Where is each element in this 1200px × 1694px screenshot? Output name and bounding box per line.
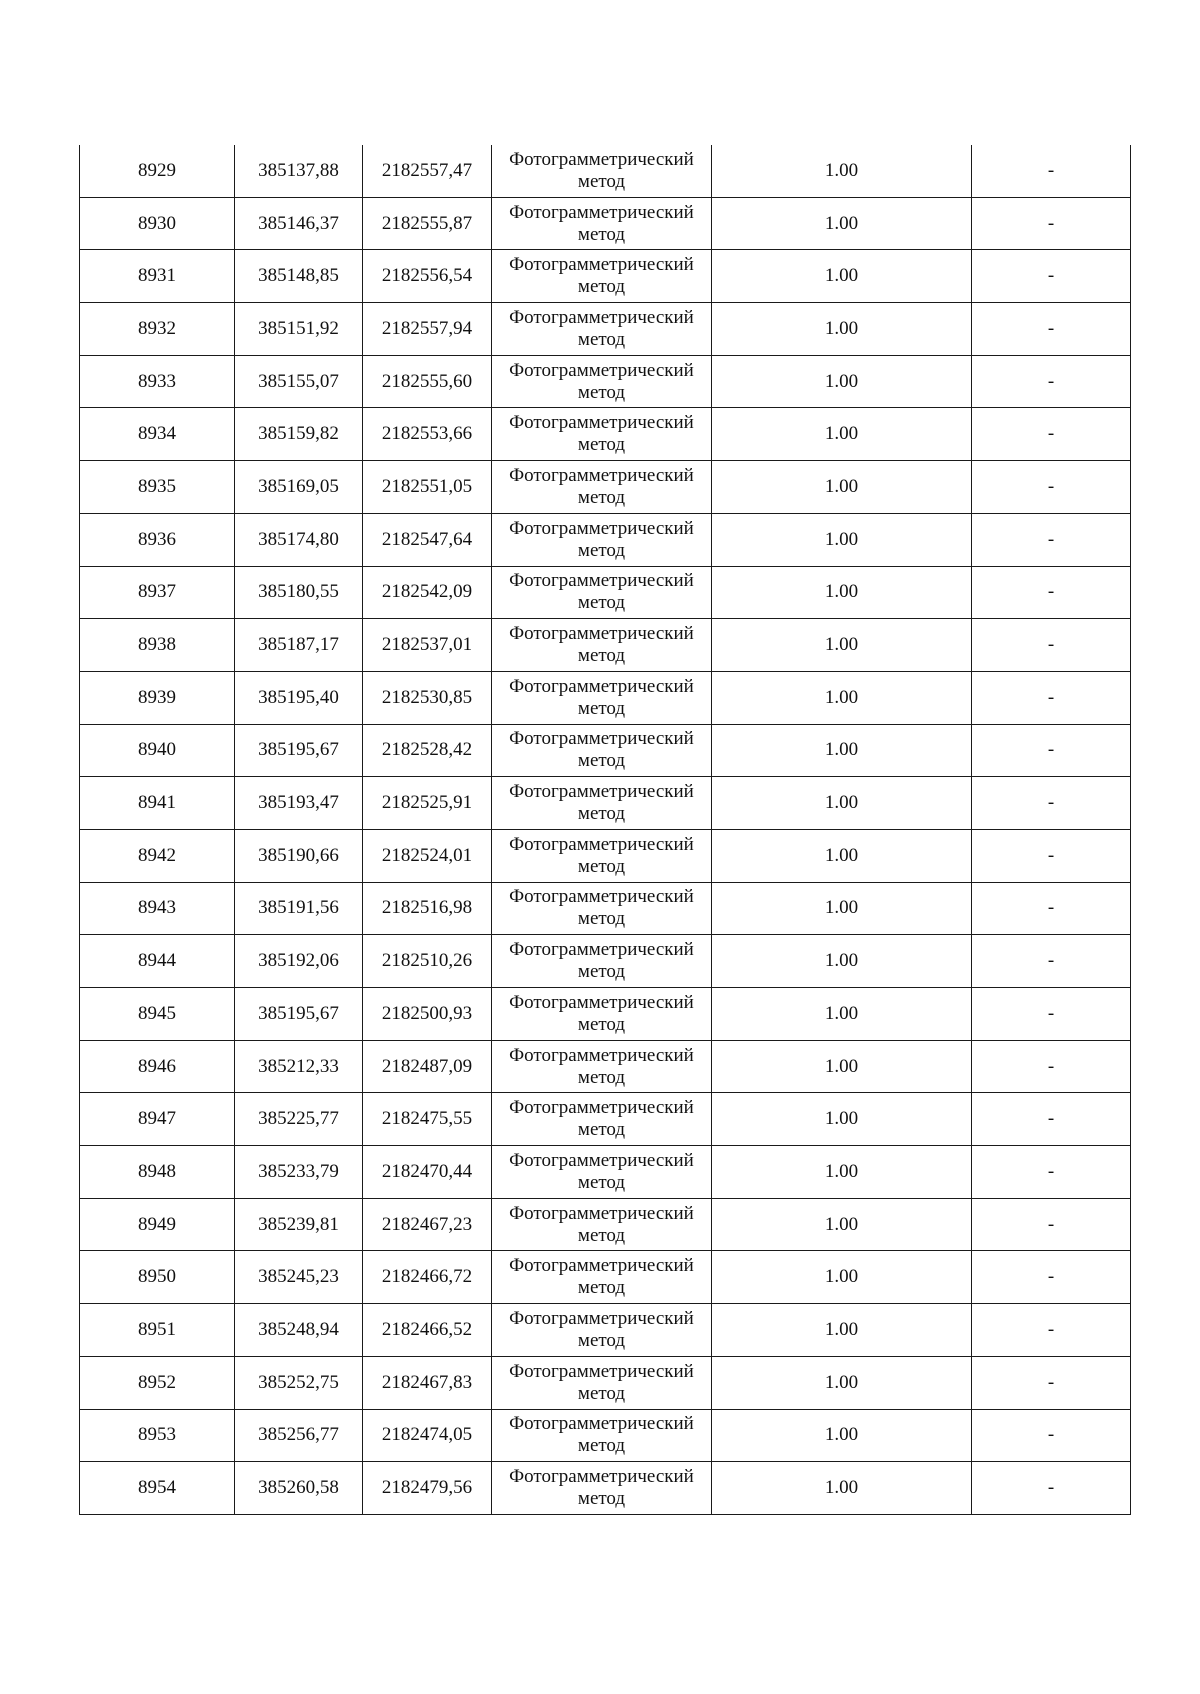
table-row xyxy=(80,1462,1131,1515)
method-line-1: Фотограмметрический xyxy=(509,359,694,381)
method-cell xyxy=(492,408,712,461)
x-coordinate-cell: 385146,37 xyxy=(235,197,363,250)
note-cell: - xyxy=(972,1093,1131,1146)
point-number-cell: 8929 xyxy=(80,145,235,197)
method-cell xyxy=(492,566,712,619)
note-cell: - xyxy=(972,829,1131,882)
x-coordinate-cell: 385195,67 xyxy=(235,724,363,777)
table-row xyxy=(80,1356,1131,1409)
note-cell: - xyxy=(972,303,1131,356)
note-cell: - xyxy=(972,1198,1131,1251)
x-coordinate-cell: 385151,92 xyxy=(235,303,363,356)
method-line-2: метод xyxy=(577,223,626,245)
y-coordinate-cell: 2182516,98 xyxy=(363,882,492,935)
table-row xyxy=(80,777,1131,830)
point-number-cell: 8940 xyxy=(80,724,235,777)
method-line-1: Фотограмметрический xyxy=(509,781,694,803)
method-line-1: Фотограмметрический xyxy=(509,991,694,1013)
x-coordinate-cell: 385148,85 xyxy=(235,250,363,303)
x-coordinate-cell: 385190,66 xyxy=(235,829,363,882)
method-line-1: Фотограмметрический xyxy=(509,1307,694,1329)
method-line-1: Фотограмметрический xyxy=(509,1202,694,1224)
point-number-cell: 8950 xyxy=(80,1251,235,1304)
accuracy-cell: 1.00 xyxy=(712,408,972,461)
accuracy-cell: 1.00 xyxy=(712,250,972,303)
point-number-cell: 8939 xyxy=(80,671,235,724)
method-line-2: метод xyxy=(577,381,626,403)
accuracy-cell: 1.00 xyxy=(712,1093,972,1146)
note-cell: - xyxy=(972,1304,1131,1357)
accuracy-cell: 1.00 xyxy=(712,1356,972,1409)
method-line-2: метод xyxy=(577,1277,626,1299)
accuracy-cell: 1.00 xyxy=(712,829,972,882)
accuracy-cell: 1.00 xyxy=(712,1409,972,1462)
accuracy-cell: 1.00 xyxy=(712,566,972,619)
point-number-cell: 8952 xyxy=(80,1356,235,1409)
point-number-cell: 8930 xyxy=(80,197,235,250)
table-row xyxy=(80,303,1131,356)
y-coordinate-cell: 2182470,44 xyxy=(363,1146,492,1199)
accuracy-cell: 1.00 xyxy=(712,303,972,356)
method-line-1: Фотограмметрический xyxy=(509,623,694,645)
method-cell xyxy=(492,1304,712,1357)
note-cell: - xyxy=(972,1251,1131,1304)
method-cell xyxy=(492,1093,712,1146)
coordinates-table xyxy=(79,145,1131,1515)
y-coordinate-cell: 2182466,72 xyxy=(363,1251,492,1304)
table-row xyxy=(80,461,1131,514)
y-coordinate-cell: 2182475,55 xyxy=(363,1093,492,1146)
y-coordinate-cell: 2182537,01 xyxy=(363,619,492,672)
note-cell: - xyxy=(972,882,1131,935)
note-cell: - xyxy=(972,197,1131,250)
x-coordinate-cell: 385174,80 xyxy=(235,513,363,566)
x-coordinate-cell: 385180,55 xyxy=(235,566,363,619)
method-line-1: Фотограмметрический xyxy=(509,1360,694,1382)
y-coordinate-cell: 2182553,66 xyxy=(363,408,492,461)
method-line-2: метод xyxy=(577,750,626,772)
note-cell: - xyxy=(972,1462,1131,1515)
table-row xyxy=(80,355,1131,408)
y-coordinate-cell: 2182474,05 xyxy=(363,1409,492,1462)
method-cell xyxy=(492,619,712,672)
method-line-2: метод xyxy=(577,1013,626,1035)
table-row xyxy=(80,197,1131,250)
note-cell: - xyxy=(972,935,1131,988)
table-row xyxy=(80,408,1131,461)
accuracy-cell: 1.00 xyxy=(712,513,972,566)
accuracy-cell: 1.00 xyxy=(712,1040,972,1093)
method-line-1: Фотограмметрический xyxy=(509,1097,694,1119)
note-cell: - xyxy=(972,1356,1131,1409)
table-row xyxy=(80,1040,1131,1093)
point-number-cell: 8942 xyxy=(80,829,235,882)
y-coordinate-cell: 2182467,83 xyxy=(363,1356,492,1409)
table-row xyxy=(80,882,1131,935)
method-line-2: метод xyxy=(577,486,626,508)
note-cell: - xyxy=(972,988,1131,1041)
x-coordinate-cell: 385225,77 xyxy=(235,1093,363,1146)
x-coordinate-cell: 385245,23 xyxy=(235,1251,363,1304)
x-coordinate-cell: 385187,17 xyxy=(235,619,363,672)
point-number-cell: 8935 xyxy=(80,461,235,514)
table-row xyxy=(80,1198,1131,1251)
x-coordinate-cell: 385193,47 xyxy=(235,777,363,830)
note-cell: - xyxy=(972,1040,1131,1093)
point-number-cell: 8931 xyxy=(80,250,235,303)
accuracy-cell: 1.00 xyxy=(712,882,972,935)
method-line-1: Фотограмметрический xyxy=(509,148,694,170)
table-row xyxy=(80,250,1131,303)
y-coordinate-cell: 2182467,23 xyxy=(363,1198,492,1251)
method-line-2: метод xyxy=(577,645,626,667)
point-number-cell: 8953 xyxy=(80,1409,235,1462)
note-cell: - xyxy=(972,513,1131,566)
method-cell xyxy=(492,1040,712,1093)
method-line-1: Фотограмметрический xyxy=(509,1044,694,1066)
x-coordinate-cell: 385159,82 xyxy=(235,408,363,461)
method-line-2: метод xyxy=(577,539,626,561)
accuracy-cell: 1.00 xyxy=(712,197,972,250)
method-cell xyxy=(492,145,712,197)
x-coordinate-cell: 385248,94 xyxy=(235,1304,363,1357)
x-coordinate-cell: 385212,33 xyxy=(235,1040,363,1093)
table-row xyxy=(80,1409,1131,1462)
method-line-1: Фотограмметрический xyxy=(509,939,694,961)
note-cell: - xyxy=(972,461,1131,514)
method-cell xyxy=(492,1462,712,1515)
method-line-2: метод xyxy=(577,328,626,350)
method-cell xyxy=(492,513,712,566)
accuracy-cell: 1.00 xyxy=(712,777,972,830)
accuracy-cell: 1.00 xyxy=(712,1198,972,1251)
accuracy-cell: 1.00 xyxy=(712,355,972,408)
accuracy-cell: 1.00 xyxy=(712,671,972,724)
point-number-cell: 8947 xyxy=(80,1093,235,1146)
y-coordinate-cell: 2182557,94 xyxy=(363,303,492,356)
note-cell: - xyxy=(972,408,1131,461)
method-cell xyxy=(492,303,712,356)
point-number-cell: 8934 xyxy=(80,408,235,461)
x-coordinate-cell: 385252,75 xyxy=(235,1356,363,1409)
note-cell: - xyxy=(972,619,1131,672)
method-cell xyxy=(492,461,712,514)
method-cell xyxy=(492,197,712,250)
method-line-2: метод xyxy=(577,592,626,614)
accuracy-cell: 1.00 xyxy=(712,619,972,672)
table-row xyxy=(80,513,1131,566)
method-line-2: метод xyxy=(577,1435,626,1457)
method-line-1: Фотограмметрический xyxy=(509,728,694,750)
y-coordinate-cell: 2182557,47 xyxy=(363,145,492,197)
table-row xyxy=(80,619,1131,672)
method-line-2: метод xyxy=(577,908,626,930)
y-coordinate-cell: 2182542,09 xyxy=(363,566,492,619)
point-number-cell: 8951 xyxy=(80,1304,235,1357)
method-line-1: Фотограмметрический xyxy=(509,201,694,223)
accuracy-cell: 1.00 xyxy=(712,1462,972,1515)
y-coordinate-cell: 2182466,52 xyxy=(363,1304,492,1357)
method-line-2: метод xyxy=(577,1382,626,1404)
x-coordinate-cell: 385191,56 xyxy=(235,882,363,935)
accuracy-cell: 1.00 xyxy=(712,145,972,197)
table-row xyxy=(80,671,1131,724)
accuracy-cell: 1.00 xyxy=(712,935,972,988)
accuracy-cell: 1.00 xyxy=(712,724,972,777)
method-line-1: Фотограмметрический xyxy=(509,464,694,486)
method-line-2: метод xyxy=(577,1171,626,1193)
method-cell xyxy=(492,882,712,935)
note-cell: - xyxy=(972,355,1131,408)
method-line-2: метод xyxy=(577,276,626,298)
point-number-cell: 8944 xyxy=(80,935,235,988)
method-line-1: Фотограмметрический xyxy=(509,570,694,592)
method-line-2: метод xyxy=(577,855,626,877)
method-cell xyxy=(492,777,712,830)
method-line-1: Фотограмметрический xyxy=(509,886,694,908)
table-row xyxy=(80,1146,1131,1199)
note-cell: - xyxy=(972,671,1131,724)
coordinates-table-body xyxy=(80,145,1131,1514)
method-line-1: Фотограмметрический xyxy=(509,833,694,855)
x-coordinate-cell: 385256,77 xyxy=(235,1409,363,1462)
y-coordinate-cell: 2182487,09 xyxy=(363,1040,492,1093)
point-number-cell: 8954 xyxy=(80,1462,235,1515)
point-number-cell: 8932 xyxy=(80,303,235,356)
method-line-2: метод xyxy=(577,170,626,192)
y-coordinate-cell: 2182555,60 xyxy=(363,355,492,408)
method-line-2: метод xyxy=(577,961,626,983)
x-coordinate-cell: 385195,67 xyxy=(235,988,363,1041)
method-line-2: метод xyxy=(577,1488,626,1510)
method-cell xyxy=(492,355,712,408)
accuracy-cell: 1.00 xyxy=(712,1304,972,1357)
y-coordinate-cell: 2182556,54 xyxy=(363,250,492,303)
accuracy-cell: 1.00 xyxy=(712,1251,972,1304)
point-number-cell: 8945 xyxy=(80,988,235,1041)
method-line-2: метод xyxy=(577,1119,626,1141)
method-line-2: метод xyxy=(577,697,626,719)
note-cell: - xyxy=(972,145,1131,197)
method-line-2: метод xyxy=(577,434,626,456)
y-coordinate-cell: 2182525,91 xyxy=(363,777,492,830)
method-line-1: Фотограмметрический xyxy=(509,1466,694,1488)
method-cell xyxy=(492,1409,712,1462)
table-row xyxy=(80,145,1131,197)
table-row xyxy=(80,1304,1131,1357)
method-cell xyxy=(492,1251,712,1304)
accuracy-cell: 1.00 xyxy=(712,461,972,514)
point-number-cell: 8933 xyxy=(80,355,235,408)
table-row xyxy=(80,1093,1131,1146)
x-coordinate-cell: 385137,88 xyxy=(235,145,363,197)
y-coordinate-cell: 2182551,05 xyxy=(363,461,492,514)
point-number-cell: 8948 xyxy=(80,1146,235,1199)
x-coordinate-cell: 385192,06 xyxy=(235,935,363,988)
method-line-1: Фотограмметрический xyxy=(509,1149,694,1171)
x-coordinate-cell: 385169,05 xyxy=(235,461,363,514)
table-row xyxy=(80,988,1131,1041)
method-cell xyxy=(492,1146,712,1199)
note-cell: - xyxy=(972,1409,1131,1462)
point-number-cell: 8937 xyxy=(80,566,235,619)
y-coordinate-cell: 2182530,85 xyxy=(363,671,492,724)
y-coordinate-cell: 2182547,64 xyxy=(363,513,492,566)
method-line-1: Фотограмметрический xyxy=(509,1255,694,1277)
table-row xyxy=(80,566,1131,619)
table-row xyxy=(80,935,1131,988)
method-line-1: Фотограмметрический xyxy=(509,517,694,539)
x-coordinate-cell: 385260,58 xyxy=(235,1462,363,1515)
accuracy-cell: 1.00 xyxy=(712,1146,972,1199)
method-line-2: метод xyxy=(577,1224,626,1246)
table-row xyxy=(80,724,1131,777)
point-number-cell: 8941 xyxy=(80,777,235,830)
point-number-cell: 8936 xyxy=(80,513,235,566)
method-cell xyxy=(492,935,712,988)
x-coordinate-cell: 385155,07 xyxy=(235,355,363,408)
method-line-2: метод xyxy=(577,1329,626,1351)
table-row xyxy=(80,1251,1131,1304)
note-cell: - xyxy=(972,724,1131,777)
x-coordinate-cell: 385195,40 xyxy=(235,671,363,724)
note-cell: - xyxy=(972,777,1131,830)
point-number-cell: 8949 xyxy=(80,1198,235,1251)
method-cell xyxy=(492,1356,712,1409)
note-cell: - xyxy=(972,566,1131,619)
accuracy-cell: 1.00 xyxy=(712,988,972,1041)
method-cell xyxy=(492,988,712,1041)
x-coordinate-cell: 385233,79 xyxy=(235,1146,363,1199)
method-cell xyxy=(492,250,712,303)
point-number-cell: 8938 xyxy=(80,619,235,672)
method-line-1: Фотограмметрический xyxy=(509,254,694,276)
point-number-cell: 8946 xyxy=(80,1040,235,1093)
y-coordinate-cell: 2182500,93 xyxy=(363,988,492,1041)
table-row xyxy=(80,829,1131,882)
y-coordinate-cell: 2182479,56 xyxy=(363,1462,492,1515)
method-line-1: Фотограмметрический xyxy=(509,675,694,697)
method-cell xyxy=(492,1198,712,1251)
point-number-cell: 8943 xyxy=(80,882,235,935)
y-coordinate-cell: 2182528,42 xyxy=(363,724,492,777)
method-line-2: метод xyxy=(577,803,626,825)
note-cell: - xyxy=(972,1146,1131,1199)
method-line-1: Фотограмметрический xyxy=(509,306,694,328)
y-coordinate-cell: 2182524,01 xyxy=(363,829,492,882)
y-coordinate-cell: 2182555,87 xyxy=(363,197,492,250)
method-cell xyxy=(492,724,712,777)
method-line-2: метод xyxy=(577,1066,626,1088)
x-coordinate-cell: 385239,81 xyxy=(235,1198,363,1251)
note-cell: - xyxy=(972,250,1131,303)
method-cell xyxy=(492,671,712,724)
method-line-1: Фотограмметрический xyxy=(509,1413,694,1435)
method-line-1: Фотограмметрический xyxy=(509,412,694,434)
method-cell xyxy=(492,829,712,882)
y-coordinate-cell: 2182510,26 xyxy=(363,935,492,988)
